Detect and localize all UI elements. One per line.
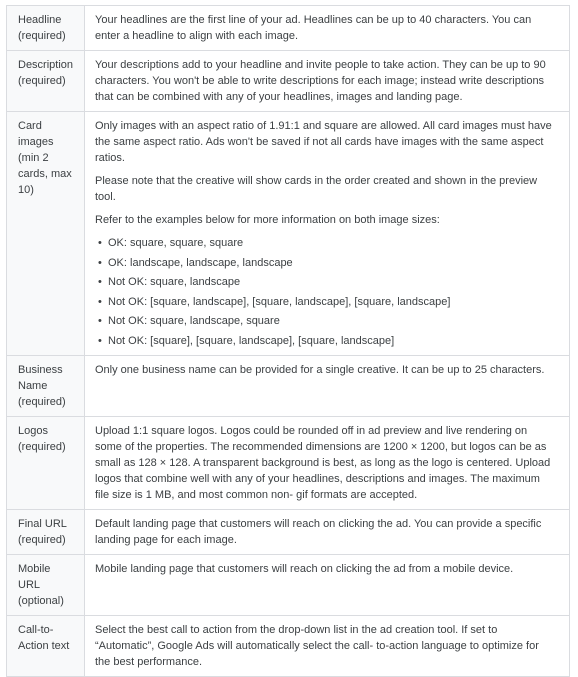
description-paragraph: Only one business name can be provided for a single creative. It can be up to 25 characters. [95, 363, 545, 376]
table-row-business-name [7, 355, 570, 416]
row-label: Headline (required) [7, 6, 85, 51]
examples-list [95, 235, 557, 349]
description-paragraph: Your descriptions add to your headline and invite people to take action. They can be up to 90 characters. You won't be able to write descriptions for each image; instead write descriptions that can be combined with any of your headlines, images and landing page. [95, 59, 546, 103]
ad-requirements-table [6, 5, 570, 677]
description-paragraph: Please note that the creative will show cards in the order created and shown in the preview tool. [95, 175, 538, 203]
row-label: Final URL (required) [7, 509, 85, 554]
ad-requirements-document [6, 5, 569, 677]
description-paragraph: Your headlines are the first line of your ad. Headlines can be up to 40 characters. You can enter a headline to align with each image. [95, 14, 532, 42]
list-item: • Not OK: [square, landscape], [square, landscape], [square, landscape] [98, 294, 557, 310]
row-label: Call-to-Action text [7, 615, 85, 676]
description-paragraph: Refer to the examples below for more information on both image sizes: [95, 214, 440, 226]
row-description [85, 6, 570, 51]
table-row-mobile-url [7, 554, 570, 615]
list-item: • OK: square, square, square [98, 235, 557, 251]
list-item: • Not OK: square, landscape, square [98, 313, 557, 329]
description-paragraph: Default landing page that customers will reach on clicking the ad. You can provide a specific landing page for each image. [95, 517, 542, 546]
row-label: Description (required) [7, 51, 85, 112]
table-row-final-url [7, 509, 570, 554]
row-label: Logos (required) [7, 416, 85, 509]
description-paragraph: Only images with an aspect ratio of 1.91:1 and square are allowed. All card images must have the same aspect ratio. Ads won't be saved if not all cards have images with the same aspect ratios. [95, 120, 552, 164]
row-description [85, 112, 570, 356]
description-paragraph: Upload 1:1 square logos. Logos could be rounded off in ad preview and live rendering on some of the properties. The recommended dimensions are 1200 × 1200, but logos can be as small as 128 × 128. A transparent background is best, as long as the logo is centered. Upload logos that combine well with any of your headlines, descriptions and images. The maximum file size is 1 MB, and most common non- gif formats are accepted. [95, 424, 551, 501]
table-row-card-images [7, 112, 570, 356]
list-item: • Not OK: square, landscape [98, 274, 557, 290]
row-description [85, 355, 570, 416]
row-description [85, 554, 570, 615]
description-paragraph: Select the best call to action from the drop-down list in the ad creation tool. If set to “Automatic”, Google Ads will automatically select the call- to-action language to optimize for the best performance. [95, 623, 539, 668]
row-label: Mobile URL (optional) [7, 554, 85, 615]
table-row-description [7, 51, 570, 112]
description-paragraph: Mobile landing page that customers will reach on clicking the ad from a mobile device. [95, 562, 514, 575]
row-description [85, 51, 570, 112]
list-item: • OK: landscape, landscape, landscape [98, 255, 557, 271]
row-label: Business Name (required) [7, 355, 85, 416]
table-row-call-to-action [7, 615, 570, 676]
table-row-logos [7, 416, 570, 509]
table-row-headline [7, 6, 570, 51]
row-description [85, 416, 570, 509]
list-item: • Not OK: [square], [square, landscape], [square, landscape] [98, 333, 557, 349]
row-description [85, 509, 570, 554]
row-label: Card images (min 2 cards, max 10) [7, 112, 85, 356]
row-description [85, 615, 570, 676]
